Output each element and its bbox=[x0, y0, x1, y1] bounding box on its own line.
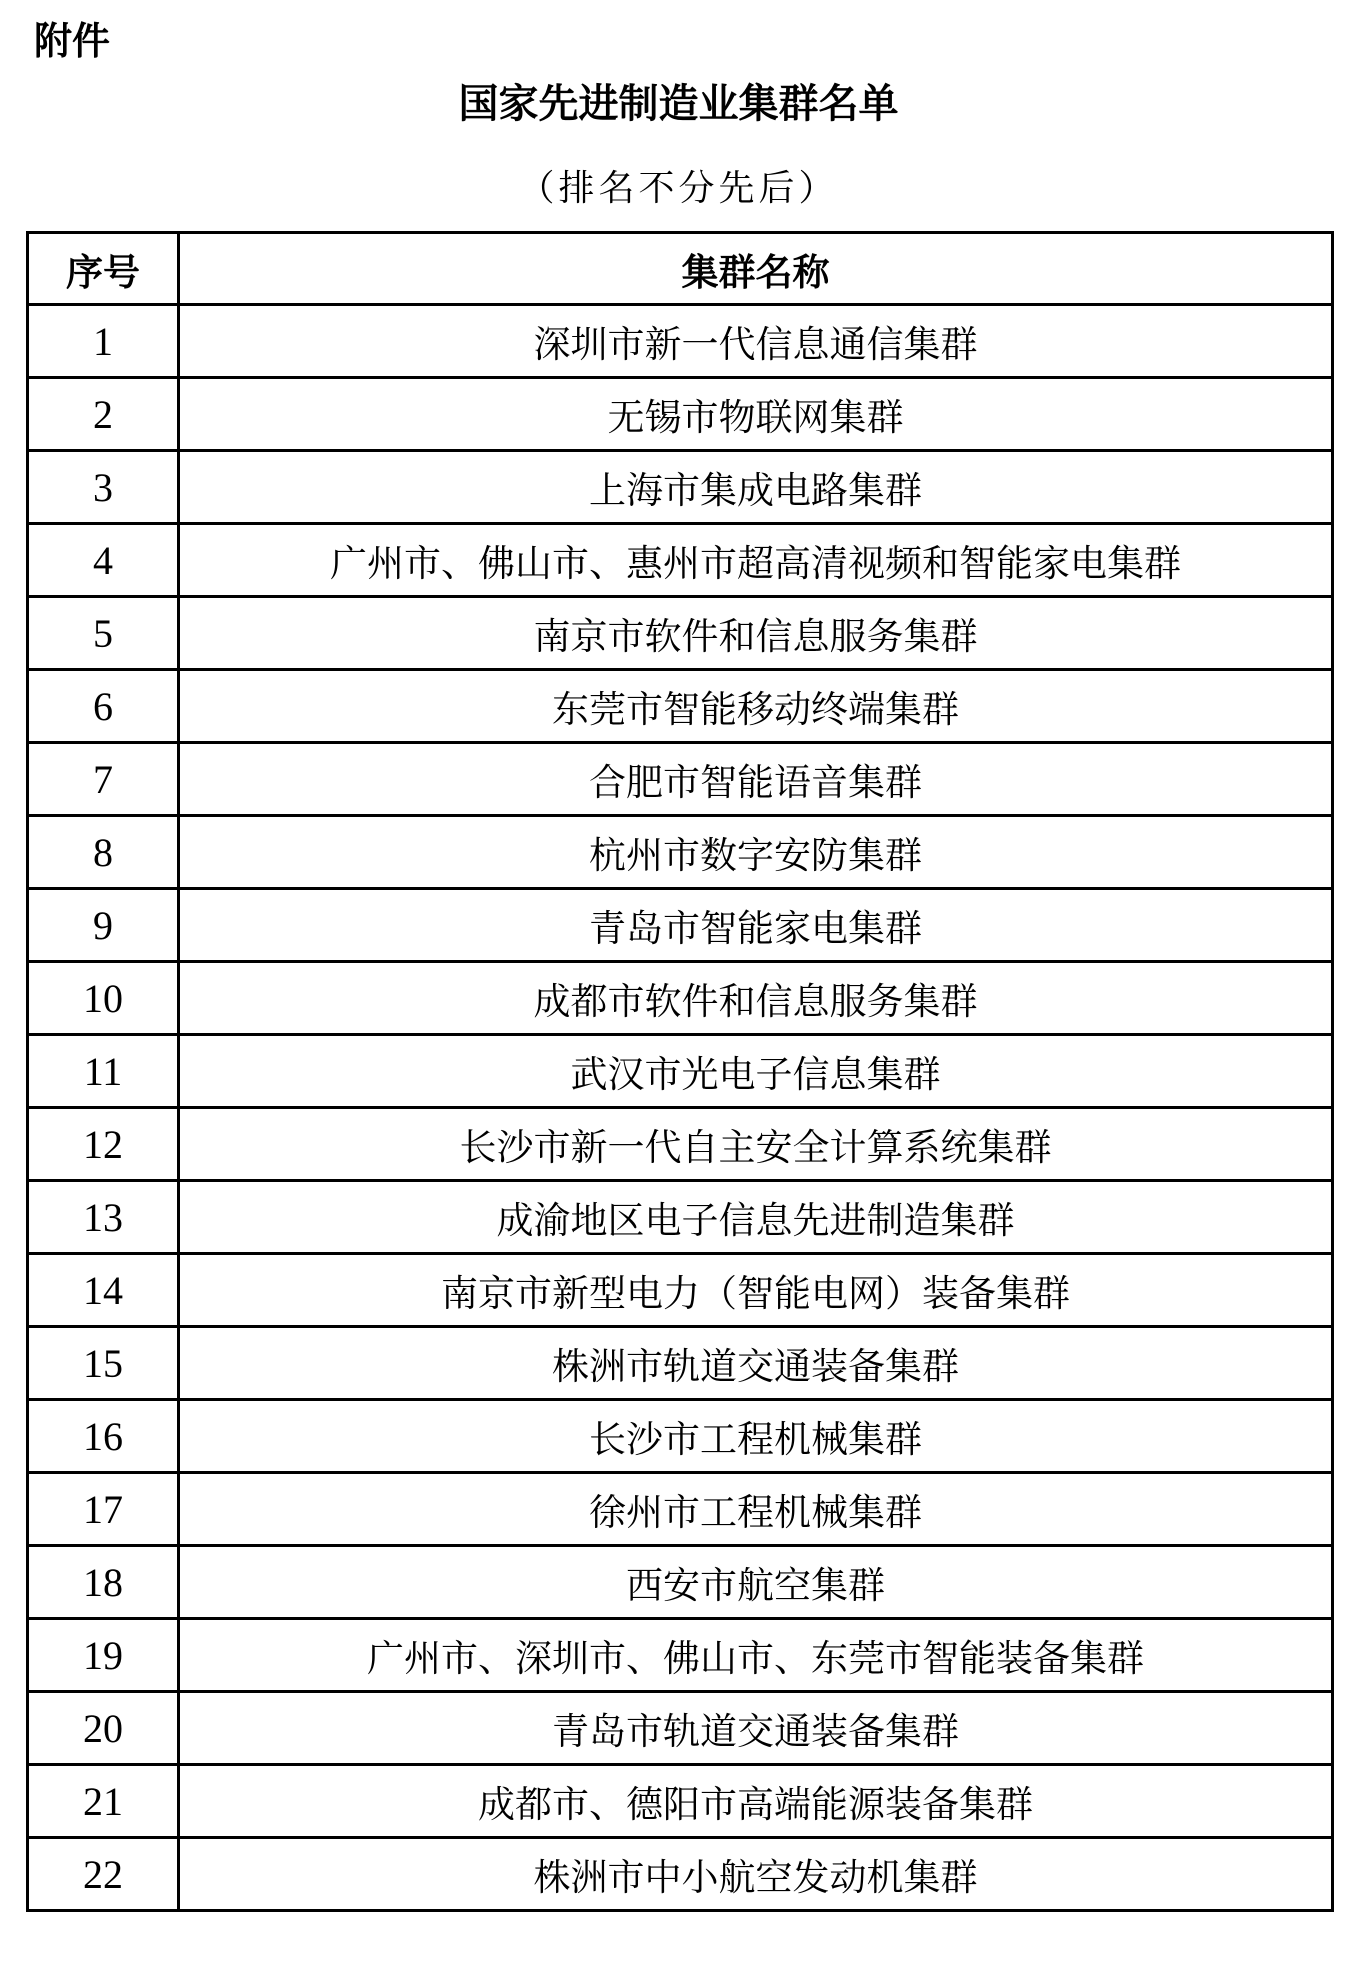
row-index: 22 bbox=[28, 1838, 179, 1911]
row-cluster-name: 上海市集成电路集群 bbox=[179, 451, 1333, 524]
table-row bbox=[28, 1619, 1333, 1692]
table-row bbox=[28, 1473, 1333, 1546]
row-index: 14 bbox=[28, 1254, 179, 1327]
row-index: 13 bbox=[28, 1181, 179, 1254]
table-row bbox=[28, 670, 1333, 743]
table-row bbox=[28, 1400, 1333, 1473]
table-row bbox=[28, 524, 1333, 597]
row-index: 8 bbox=[28, 816, 179, 889]
row-index: 15 bbox=[28, 1327, 179, 1400]
row-cluster-name: 青岛市轨道交通装备集群 bbox=[179, 1692, 1333, 1765]
table-row bbox=[28, 1765, 1333, 1838]
row-cluster-name: 株洲市中小航空发动机集群 bbox=[179, 1838, 1333, 1911]
cluster-table bbox=[26, 231, 1334, 1912]
row-index: 1 bbox=[28, 305, 179, 378]
row-cluster-name: 武汉市光电子信息集群 bbox=[179, 1035, 1333, 1108]
row-cluster-name: 成都市软件和信息服务集群 bbox=[179, 962, 1333, 1035]
header-cluster-name: 集群名称 bbox=[179, 233, 1333, 305]
row-cluster-name: 青岛市智能家电集群 bbox=[179, 889, 1333, 962]
row-cluster-name: 东莞市智能移动终端集群 bbox=[179, 670, 1333, 743]
row-index: 20 bbox=[28, 1692, 179, 1765]
header-index: 序号 bbox=[28, 233, 179, 305]
row-cluster-name: 长沙市工程机械集群 bbox=[179, 1400, 1333, 1473]
row-cluster-name: 南京市新型电力（智能电网）装备集群 bbox=[179, 1254, 1333, 1327]
row-index: 12 bbox=[28, 1108, 179, 1181]
table-row bbox=[28, 1327, 1333, 1400]
row-index: 4 bbox=[28, 524, 179, 597]
row-index: 17 bbox=[28, 1473, 179, 1546]
table-row bbox=[28, 597, 1333, 670]
page-subtitle: （排名不分先后） bbox=[518, 168, 839, 209]
table-row bbox=[28, 1254, 1333, 1327]
row-index: 10 bbox=[28, 962, 179, 1035]
row-cluster-name: 无锡市物联网集群 bbox=[179, 378, 1333, 451]
row-index: 21 bbox=[28, 1765, 179, 1838]
row-cluster-name: 南京市软件和信息服务集群 bbox=[179, 597, 1333, 670]
row-index: 2 bbox=[28, 378, 179, 451]
table-row bbox=[28, 743, 1333, 816]
table-row bbox=[28, 889, 1333, 962]
page-title: 国家先进制造业集群名单 bbox=[458, 81, 899, 127]
row-cluster-name: 杭州市数字安防集群 bbox=[179, 816, 1333, 889]
row-cluster-name: 深圳市新一代信息通信集群 bbox=[179, 305, 1333, 378]
row-index: 16 bbox=[28, 1400, 179, 1473]
row-cluster-name: 成都市、德阳市高端能源装备集群 bbox=[179, 1765, 1333, 1838]
table-row bbox=[28, 1108, 1333, 1181]
row-index: 3 bbox=[28, 451, 179, 524]
row-cluster-name: 广州市、深圳市、佛山市、东莞市智能装备集群 bbox=[179, 1619, 1333, 1692]
table-row bbox=[28, 1035, 1333, 1108]
row-index: 11 bbox=[28, 1035, 179, 1108]
row-cluster-name: 株洲市轨道交通装备集群 bbox=[179, 1327, 1333, 1400]
row-index: 19 bbox=[28, 1619, 179, 1692]
row-cluster-name: 合肥市智能语音集群 bbox=[179, 743, 1333, 816]
table-row bbox=[28, 816, 1333, 889]
table-header-row bbox=[28, 233, 1333, 305]
row-cluster-name: 成渝地区电子信息先进制造集群 bbox=[179, 1181, 1333, 1254]
row-index: 5 bbox=[28, 597, 179, 670]
row-index: 7 bbox=[28, 743, 179, 816]
row-cluster-name: 西安市航空集群 bbox=[179, 1546, 1333, 1619]
table-row bbox=[28, 1838, 1333, 1911]
row-index: 18 bbox=[28, 1546, 179, 1619]
row-cluster-name: 徐州市工程机械集群 bbox=[179, 1473, 1333, 1546]
row-cluster-name: 长沙市新一代自主安全计算系统集群 bbox=[179, 1108, 1333, 1181]
table-row bbox=[28, 1181, 1333, 1254]
row-index: 6 bbox=[28, 670, 179, 743]
row-cluster-name: 广州市、佛山市、惠州市超高清视频和智能家电集群 bbox=[179, 524, 1333, 597]
row-index: 9 bbox=[28, 889, 179, 962]
table-row bbox=[28, 451, 1333, 524]
table-row bbox=[28, 378, 1333, 451]
table-row bbox=[28, 962, 1333, 1035]
attachment-label: 附件 bbox=[34, 19, 111, 63]
table-row bbox=[28, 1546, 1333, 1619]
table-row bbox=[28, 305, 1333, 378]
table-row bbox=[28, 1692, 1333, 1765]
